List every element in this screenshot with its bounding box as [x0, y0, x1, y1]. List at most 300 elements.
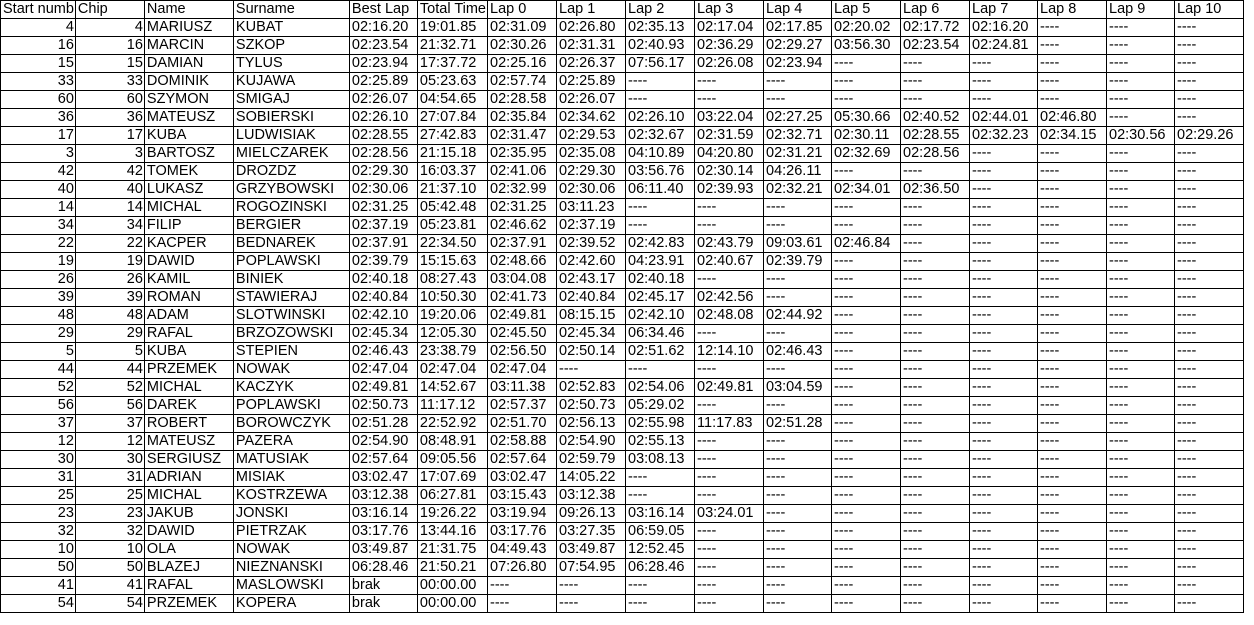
lap-7-cell[interactable]: ---- [970, 217, 1038, 235]
lap-8-cell[interactable]: ---- [1038, 289, 1107, 307]
name-cell[interactable]: RAFAL [144, 325, 233, 343]
column-header[interactable]: Lap 5 [832, 1, 901, 19]
lap-5-cell[interactable]: ---- [832, 91, 901, 109]
name-cell[interactable]: RAFAL [144, 577, 233, 595]
lap-10-cell[interactable]: ---- [1175, 19, 1244, 37]
lap-5-cell[interactable]: ---- [832, 595, 901, 613]
lap-10-cell[interactable]: ---- [1175, 505, 1244, 523]
lap-3-cell[interactable]: 02:43.79 [695, 235, 764, 253]
lap-10-cell[interactable]: ---- [1175, 433, 1244, 451]
surname-cell[interactable]: BRZOZOWSKI [233, 325, 349, 343]
lap-9-cell[interactable]: ---- [1107, 37, 1175, 55]
lap-9-cell[interactable]: ---- [1107, 253, 1175, 271]
lap-7-cell[interactable]: ---- [970, 469, 1038, 487]
lap-3-cell[interactable]: ---- [695, 559, 764, 577]
start-number-cell[interactable]: 4 [1, 19, 76, 37]
lap-7-cell[interactable]: 02:24.81 [970, 37, 1038, 55]
lap-9-cell[interactable]: ---- [1107, 199, 1175, 217]
start-number-cell[interactable]: 23 [1, 505, 76, 523]
lap-6-cell[interactable]: ---- [901, 577, 970, 595]
name-cell[interactable]: PRZEMEK [144, 595, 233, 613]
best-lap-cell[interactable]: 02:42.10 [349, 307, 417, 325]
column-header[interactable]: Best Lap [349, 1, 417, 19]
name-cell[interactable]: ADRIAN [144, 469, 233, 487]
lap-7-cell[interactable]: ---- [970, 181, 1038, 199]
lap-3-cell[interactable]: 02:30.14 [695, 163, 764, 181]
lap-3-cell[interactable]: ---- [695, 397, 764, 415]
chip-cell[interactable]: 37 [75, 415, 144, 433]
chip-cell[interactable]: 60 [75, 91, 144, 109]
lap-0-cell[interactable]: 07:26.80 [488, 559, 557, 577]
lap-4-cell[interactable]: ---- [764, 217, 832, 235]
chip-cell[interactable]: 26 [75, 271, 144, 289]
total-time-cell[interactable]: 05:42.48 [417, 199, 487, 217]
name-cell[interactable]: DAWID [144, 253, 233, 271]
lap-0-cell[interactable]: 02:56.50 [488, 343, 557, 361]
lap-4-cell[interactable]: ---- [764, 523, 832, 541]
lap-6-cell[interactable]: ---- [901, 289, 970, 307]
column-header[interactable]: Lap 4 [764, 1, 832, 19]
chip-cell[interactable]: 39 [75, 289, 144, 307]
best-lap-cell[interactable]: 03:16.14 [349, 505, 417, 523]
lap-4-cell[interactable]: ---- [764, 199, 832, 217]
lap-6-cell[interactable]: ---- [901, 487, 970, 505]
lap-7-cell[interactable]: ---- [970, 595, 1038, 613]
lap-5-cell[interactable]: ---- [832, 55, 901, 73]
total-time-cell[interactable]: 17:07.69 [417, 469, 487, 487]
name-cell[interactable]: SERGIUSZ [144, 451, 233, 469]
best-lap-cell[interactable]: 02:49.81 [349, 379, 417, 397]
surname-cell[interactable]: MIELCZAREK [233, 145, 349, 163]
chip-cell[interactable]: 15 [75, 55, 144, 73]
name-cell[interactable]: ROMAN [144, 289, 233, 307]
lap-0-cell[interactable]: 03:11.38 [488, 379, 557, 397]
lap-7-cell[interactable]: ---- [970, 253, 1038, 271]
lap-6-cell[interactable]: ---- [901, 397, 970, 415]
column-header[interactable]: Lap 6 [901, 1, 970, 19]
lap-3-cell[interactable]: 02:39.93 [695, 181, 764, 199]
best-lap-cell[interactable]: 02:39.79 [349, 253, 417, 271]
lap-5-cell[interactable]: ---- [832, 199, 901, 217]
lap-9-cell[interactable]: ---- [1107, 397, 1175, 415]
total-time-cell[interactable]: 21:31.75 [417, 541, 487, 559]
name-cell[interactable]: TOMEK [144, 163, 233, 181]
lap-4-cell[interactable]: ---- [764, 487, 832, 505]
lap-2-cell[interactable]: 02:45.17 [626, 289, 695, 307]
lap-7-cell[interactable]: ---- [970, 415, 1038, 433]
surname-cell[interactable]: BERGIER [233, 217, 349, 235]
surname-cell[interactable]: MATUSIAK [233, 451, 349, 469]
name-cell[interactable]: MARCIN [144, 37, 233, 55]
name-cell[interactable]: KAMIL [144, 271, 233, 289]
lap-1-cell[interactable]: 02:50.14 [557, 343, 626, 361]
total-time-cell[interactable]: 19:01.85 [417, 19, 487, 37]
start-number-cell[interactable]: 48 [1, 307, 76, 325]
lap-5-cell[interactable]: ---- [832, 217, 901, 235]
lap-2-cell[interactable]: ---- [626, 487, 695, 505]
surname-cell[interactable]: KUBAT [233, 19, 349, 37]
lap-8-cell[interactable]: ---- [1038, 469, 1107, 487]
lap-0-cell[interactable]: 02:31.47 [488, 127, 557, 145]
lap-7-cell[interactable]: ---- [970, 541, 1038, 559]
lap-9-cell[interactable]: ---- [1107, 577, 1175, 595]
lap-10-cell[interactable]: ---- [1175, 523, 1244, 541]
column-header[interactable]: Lap 3 [695, 1, 764, 19]
total-time-cell[interactable]: 05:23.81 [417, 217, 487, 235]
lap-7-cell[interactable]: ---- [970, 307, 1038, 325]
chip-cell[interactable]: 56 [75, 397, 144, 415]
start-number-cell[interactable]: 15 [1, 55, 76, 73]
best-lap-cell[interactable]: brak [349, 577, 417, 595]
lap-3-cell[interactable]: ---- [695, 577, 764, 595]
lap-0-cell[interactable]: 02:41.06 [488, 163, 557, 181]
lap-0-cell[interactable]: ---- [488, 577, 557, 595]
start-number-cell[interactable]: 29 [1, 325, 76, 343]
start-number-cell[interactable]: 60 [1, 91, 76, 109]
lap-10-cell[interactable]: ---- [1175, 325, 1244, 343]
lap-5-cell[interactable]: ---- [832, 253, 901, 271]
total-time-cell[interactable]: 14:52.67 [417, 379, 487, 397]
lap-2-cell[interactable]: 02:55.98 [626, 415, 695, 433]
total-time-cell[interactable]: 12:05.30 [417, 325, 487, 343]
lap-7-cell[interactable]: ---- [970, 451, 1038, 469]
lap-3-cell[interactable]: ---- [695, 433, 764, 451]
start-number-cell[interactable]: 44 [1, 361, 76, 379]
total-time-cell[interactable]: 08:48.91 [417, 433, 487, 451]
lap-8-cell[interactable]: ---- [1038, 55, 1107, 73]
lap-2-cell[interactable]: 02:42.10 [626, 307, 695, 325]
lap-3-cell[interactable]: ---- [695, 595, 764, 613]
start-number-cell[interactable]: 22 [1, 235, 76, 253]
lap-9-cell[interactable]: ---- [1107, 271, 1175, 289]
name-cell[interactable]: MICHAL [144, 199, 233, 217]
lap-9-cell[interactable]: ---- [1107, 325, 1175, 343]
lap-0-cell[interactable]: 02:30.26 [488, 37, 557, 55]
chip-cell[interactable]: 42 [75, 163, 144, 181]
best-lap-cell[interactable]: 02:23.54 [349, 37, 417, 55]
lap-2-cell[interactable]: 04:23.91 [626, 253, 695, 271]
lap-4-cell[interactable]: ---- [764, 541, 832, 559]
lap-5-cell[interactable]: ---- [832, 577, 901, 595]
lap-7-cell[interactable]: ---- [970, 271, 1038, 289]
lap-2-cell[interactable]: 12:52.45 [626, 541, 695, 559]
chip-cell[interactable]: 30 [75, 451, 144, 469]
lap-9-cell[interactable]: ---- [1107, 73, 1175, 91]
lap-10-cell[interactable]: ---- [1175, 577, 1244, 595]
lap-6-cell[interactable]: ---- [901, 343, 970, 361]
lap-8-cell[interactable]: 02:46.80 [1038, 109, 1107, 127]
lap-3-cell[interactable]: ---- [695, 91, 764, 109]
lap-9-cell[interactable]: 02:30.56 [1107, 127, 1175, 145]
lap-0-cell[interactable]: 03:15.43 [488, 487, 557, 505]
lap-3-cell[interactable]: 03:24.01 [695, 505, 764, 523]
lap-10-cell[interactable]: ---- [1175, 235, 1244, 253]
lap-4-cell[interactable]: 02:32.71 [764, 127, 832, 145]
surname-cell[interactable]: KOPERA [233, 595, 349, 613]
lap-10-cell[interactable]: ---- [1175, 343, 1244, 361]
lap-7-cell[interactable]: ---- [970, 235, 1038, 253]
surname-cell[interactable]: GRZYBOWSKI [233, 181, 349, 199]
lap-8-cell[interactable]: ---- [1038, 163, 1107, 181]
lap-10-cell[interactable]: ---- [1175, 163, 1244, 181]
lap-4-cell[interactable]: ---- [764, 91, 832, 109]
lap-4-cell[interactable]: 02:27.25 [764, 109, 832, 127]
chip-cell[interactable]: 34 [75, 217, 144, 235]
lap-0-cell[interactable]: 02:25.16 [488, 55, 557, 73]
lap-6-cell[interactable]: 02:23.54 [901, 37, 970, 55]
surname-cell[interactable]: PIETRZAK [233, 523, 349, 541]
lap-4-cell[interactable]: ---- [764, 469, 832, 487]
lap-3-cell[interactable]: 12:14.10 [695, 343, 764, 361]
lap-4-cell[interactable]: 02:32.21 [764, 181, 832, 199]
name-cell[interactable]: BLAZEJ [144, 559, 233, 577]
lap-3-cell[interactable]: 03:22.04 [695, 109, 764, 127]
lap-2-cell[interactable]: ---- [626, 73, 695, 91]
lap-2-cell[interactable]: 03:08.13 [626, 451, 695, 469]
lap-0-cell[interactable]: 02:46.62 [488, 217, 557, 235]
lap-6-cell[interactable]: 02:28.55 [901, 127, 970, 145]
lap-0-cell[interactable]: 02:35.84 [488, 109, 557, 127]
column-header[interactable]: Lap 7 [970, 1, 1038, 19]
lap-10-cell[interactable]: ---- [1175, 451, 1244, 469]
lap-0-cell[interactable]: 02:37.91 [488, 235, 557, 253]
lap-6-cell[interactable]: ---- [901, 163, 970, 181]
lap-5-cell[interactable]: ---- [832, 559, 901, 577]
lap-6-cell[interactable]: ---- [901, 451, 970, 469]
total-time-cell[interactable]: 16:03.37 [417, 163, 487, 181]
name-cell[interactable]: DOMINIK [144, 73, 233, 91]
name-cell[interactable]: MARIUSZ [144, 19, 233, 37]
best-lap-cell[interactable]: 02:45.34 [349, 325, 417, 343]
lap-7-cell[interactable]: ---- [970, 559, 1038, 577]
name-cell[interactable]: LUKASZ [144, 181, 233, 199]
start-number-cell[interactable]: 34 [1, 217, 76, 235]
lap-9-cell[interactable]: ---- [1107, 289, 1175, 307]
lap-5-cell[interactable]: ---- [832, 541, 901, 559]
start-number-cell[interactable]: 37 [1, 415, 76, 433]
column-header[interactable]: Surname [233, 1, 349, 19]
lap-7-cell[interactable]: ---- [970, 145, 1038, 163]
lap-8-cell[interactable]: ---- [1038, 433, 1107, 451]
start-number-cell[interactable]: 52 [1, 379, 76, 397]
lap-8-cell[interactable]: ---- [1038, 523, 1107, 541]
lap-8-cell[interactable]: ---- [1038, 415, 1107, 433]
surname-cell[interactable]: NOWAK [233, 361, 349, 379]
lap-8-cell[interactable]: ---- [1038, 217, 1107, 235]
lap-1-cell[interactable]: ---- [557, 361, 626, 379]
lap-0-cell[interactable]: 02:35.95 [488, 145, 557, 163]
start-number-cell[interactable]: 3 [1, 145, 76, 163]
lap-5-cell[interactable]: ---- [832, 73, 901, 91]
surname-cell[interactable]: SOBIERSKI [233, 109, 349, 127]
lap-1-cell[interactable]: 03:49.87 [557, 541, 626, 559]
start-number-cell[interactable]: 41 [1, 577, 76, 595]
lap-4-cell[interactable]: 02:31.21 [764, 145, 832, 163]
lap-6-cell[interactable]: ---- [901, 379, 970, 397]
lap-9-cell[interactable]: ---- [1107, 91, 1175, 109]
lap-4-cell[interactable]: ---- [764, 289, 832, 307]
lap-6-cell[interactable]: 02:28.56 [901, 145, 970, 163]
total-time-cell[interactable]: 04:54.65 [417, 91, 487, 109]
lap-3-cell[interactable]: ---- [695, 217, 764, 235]
lap-5-cell[interactable]: ---- [832, 451, 901, 469]
lap-7-cell[interactable]: ---- [970, 397, 1038, 415]
lap-9-cell[interactable]: ---- [1107, 523, 1175, 541]
lap-9-cell[interactable]: ---- [1107, 469, 1175, 487]
lap-5-cell[interactable]: ---- [832, 433, 901, 451]
chip-cell[interactable]: 31 [75, 469, 144, 487]
lap-6-cell[interactable]: ---- [901, 469, 970, 487]
lap-0-cell[interactable]: 03:17.76 [488, 523, 557, 541]
lap-10-cell[interactable]: ---- [1175, 307, 1244, 325]
lap-0-cell[interactable]: 02:31.25 [488, 199, 557, 217]
best-lap-cell[interactable]: 02:37.91 [349, 235, 417, 253]
surname-cell[interactable]: POPLAWSKI [233, 397, 349, 415]
chip-cell[interactable]: 25 [75, 487, 144, 505]
lap-5-cell[interactable]: ---- [832, 343, 901, 361]
name-cell[interactable]: KACPER [144, 235, 233, 253]
lap-5-cell[interactable]: ---- [832, 397, 901, 415]
lap-9-cell[interactable]: ---- [1107, 181, 1175, 199]
start-number-cell[interactable]: 10 [1, 541, 76, 559]
lap-0-cell[interactable]: 02:45.50 [488, 325, 557, 343]
lap-5-cell[interactable]: 02:46.84 [832, 235, 901, 253]
name-cell[interactable]: JAKUB [144, 505, 233, 523]
surname-cell[interactable]: BEDNAREK [233, 235, 349, 253]
lap-10-cell[interactable]: ---- [1175, 271, 1244, 289]
lap-0-cell[interactable]: 02:32.99 [488, 181, 557, 199]
lap-4-cell[interactable]: ---- [764, 73, 832, 91]
lap-7-cell[interactable]: ---- [970, 433, 1038, 451]
best-lap-cell[interactable]: 03:49.87 [349, 541, 417, 559]
lap-4-cell[interactable]: ---- [764, 451, 832, 469]
lap-8-cell[interactable]: ---- [1038, 271, 1107, 289]
lap-3-cell[interactable]: ---- [695, 73, 764, 91]
chip-cell[interactable]: 10 [75, 541, 144, 559]
chip-cell[interactable]: 23 [75, 505, 144, 523]
lap-3-cell[interactable]: 02:40.67 [695, 253, 764, 271]
chip-cell[interactable]: 32 [75, 523, 144, 541]
total-time-cell[interactable]: 19:20.06 [417, 307, 487, 325]
total-time-cell[interactable]: 10:50.30 [417, 289, 487, 307]
lap-6-cell[interactable]: ---- [901, 325, 970, 343]
lap-3-cell[interactable]: ---- [695, 361, 764, 379]
lap-0-cell[interactable]: ---- [488, 595, 557, 613]
lap-1-cell[interactable]: 02:56.13 [557, 415, 626, 433]
chip-cell[interactable]: 52 [75, 379, 144, 397]
lap-9-cell[interactable]: ---- [1107, 505, 1175, 523]
lap-2-cell[interactable]: 02:42.83 [626, 235, 695, 253]
name-cell[interactable]: MATEUSZ [144, 109, 233, 127]
surname-cell[interactable]: POPLAWSKI [233, 253, 349, 271]
lap-6-cell[interactable]: 02:40.52 [901, 109, 970, 127]
lap-9-cell[interactable]: ---- [1107, 487, 1175, 505]
lap-0-cell[interactable]: 03:19.94 [488, 505, 557, 523]
best-lap-cell[interactable]: 02:25.89 [349, 73, 417, 91]
lap-1-cell[interactable]: ---- [557, 595, 626, 613]
lap-6-cell[interactable]: 02:36.50 [901, 181, 970, 199]
name-cell[interactable]: DAMIAN [144, 55, 233, 73]
lap-3-cell[interactable]: 02:36.29 [695, 37, 764, 55]
lap-1-cell[interactable]: 02:59.79 [557, 451, 626, 469]
start-number-cell[interactable]: 17 [1, 127, 76, 145]
best-lap-cell[interactable]: 02:57.64 [349, 451, 417, 469]
lap-5-cell[interactable]: ---- [832, 325, 901, 343]
lap-4-cell[interactable]: 02:29.27 [764, 37, 832, 55]
surname-cell[interactable]: LUDWISIAK [233, 127, 349, 145]
lap-1-cell[interactable]: 02:39.52 [557, 235, 626, 253]
lap-7-cell[interactable]: ---- [970, 487, 1038, 505]
lap-7-cell[interactable]: ---- [970, 343, 1038, 361]
lap-8-cell[interactable]: ---- [1038, 361, 1107, 379]
chip-cell[interactable]: 19 [75, 253, 144, 271]
lap-10-cell[interactable]: ---- [1175, 181, 1244, 199]
name-cell[interactable]: KUBA [144, 343, 233, 361]
lap-5-cell[interactable]: ---- [832, 505, 901, 523]
surname-cell[interactable]: KUJAWA [233, 73, 349, 91]
surname-cell[interactable]: BOROWCZYK [233, 415, 349, 433]
lap-0-cell[interactable]: 02:28.58 [488, 91, 557, 109]
start-number-cell[interactable]: 50 [1, 559, 76, 577]
chip-cell[interactable]: 54 [75, 595, 144, 613]
best-lap-cell[interactable]: 02:26.07 [349, 91, 417, 109]
total-time-cell[interactable]: 15:15.63 [417, 253, 487, 271]
lap-1-cell[interactable]: 02:54.90 [557, 433, 626, 451]
lap-10-cell[interactable]: ---- [1175, 109, 1244, 127]
name-cell[interactable]: ROBERT [144, 415, 233, 433]
best-lap-cell[interactable]: 02:47.04 [349, 361, 417, 379]
lap-7-cell[interactable]: ---- [970, 361, 1038, 379]
chip-cell[interactable]: 33 [75, 73, 144, 91]
lap-4-cell[interactable]: 03:04.59 [764, 379, 832, 397]
lap-4-cell[interactable]: ---- [764, 397, 832, 415]
lap-1-cell[interactable]: 02:26.07 [557, 91, 626, 109]
lap-8-cell[interactable]: ---- [1038, 487, 1107, 505]
lap-10-cell[interactable]: ---- [1175, 595, 1244, 613]
lap-8-cell[interactable]: ---- [1038, 307, 1107, 325]
start-number-cell[interactable]: 36 [1, 109, 76, 127]
lap-3-cell[interactable]: 02:26.08 [695, 55, 764, 73]
best-lap-cell[interactable]: 02:28.55 [349, 127, 417, 145]
lap-1-cell[interactable]: 03:12.38 [557, 487, 626, 505]
lap-3-cell[interactable]: ---- [695, 271, 764, 289]
total-time-cell[interactable]: 17:37.72 [417, 55, 487, 73]
lap-4-cell[interactable]: 02:17.85 [764, 19, 832, 37]
lap-2-cell[interactable]: 05:29.02 [626, 397, 695, 415]
total-time-cell[interactable]: 27:42.83 [417, 127, 487, 145]
lap-2-cell[interactable]: ---- [626, 91, 695, 109]
lap-0-cell[interactable]: 02:51.70 [488, 415, 557, 433]
start-number-cell[interactable]: 54 [1, 595, 76, 613]
lap-1-cell[interactable]: 02:26.80 [557, 19, 626, 37]
lap-9-cell[interactable]: ---- [1107, 163, 1175, 181]
total-time-cell[interactable]: 21:15.18 [417, 145, 487, 163]
name-cell[interactable]: MATEUSZ [144, 433, 233, 451]
lap-6-cell[interactable]: ---- [901, 559, 970, 577]
lap-4-cell[interactable]: 02:23.94 [764, 55, 832, 73]
best-lap-cell[interactable]: 03:02.47 [349, 469, 417, 487]
lap-6-cell[interactable]: ---- [901, 595, 970, 613]
lap-8-cell[interactable]: ---- [1038, 235, 1107, 253]
lap-4-cell[interactable]: ---- [764, 505, 832, 523]
lap-3-cell[interactable]: 02:31.59 [695, 127, 764, 145]
lap-8-cell[interactable]: ---- [1038, 19, 1107, 37]
lap-7-cell[interactable]: ---- [970, 289, 1038, 307]
surname-cell[interactable]: STAWIERAJ [233, 289, 349, 307]
chip-cell[interactable]: 17 [75, 127, 144, 145]
lap-1-cell[interactable]: 02:52.83 [557, 379, 626, 397]
best-lap-cell[interactable]: 02:16.20 [349, 19, 417, 37]
